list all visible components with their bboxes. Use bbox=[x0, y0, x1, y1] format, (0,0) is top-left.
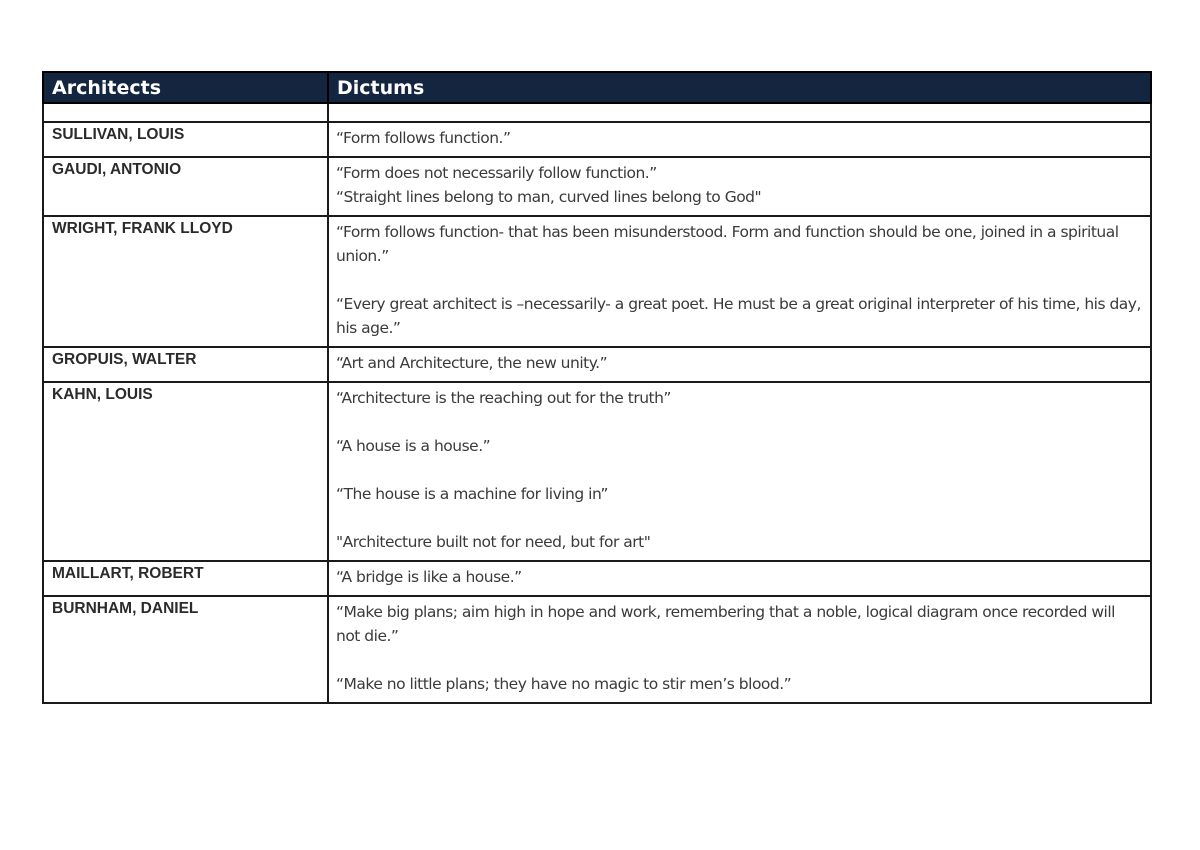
dictum-cell bbox=[328, 382, 1151, 561]
architect-name: KAHN, LOUIS bbox=[43, 382, 328, 561]
dictum-quote: “Every great architect is –necessarily- a great poet. He must be a great original interpreter of his time, his day, his age.” bbox=[336, 295, 1141, 337]
table-row bbox=[43, 122, 1151, 157]
dictum-quote: “Form does not necessarily follow function.” bbox=[336, 164, 657, 182]
table-row bbox=[43, 347, 1151, 382]
architect-name: MAILLART, ROBERT bbox=[43, 561, 328, 596]
dictum-quote: “A bridge is like a house.” bbox=[336, 568, 522, 586]
architect-name: GROPUIS, WALTER bbox=[43, 347, 328, 382]
architect-name: BURNHAM, DANIEL bbox=[43, 596, 328, 703]
spacer-cell bbox=[328, 103, 1151, 122]
architect-name: WRIGHT, FRANK LLOYD bbox=[43, 216, 328, 347]
header-dictums: Dictums bbox=[328, 72, 1151, 103]
architect-name: GAUDI, ANTONIO bbox=[43, 157, 328, 216]
table-row bbox=[43, 382, 1151, 561]
dictum-cell bbox=[328, 216, 1151, 347]
dictum-quote: “A house is a house.” bbox=[336, 437, 491, 455]
dictum-quote: "Architecture built not for need, but for art" bbox=[336, 533, 651, 551]
dictum-quote: “Art and Architecture, the new unity.” bbox=[336, 354, 608, 372]
table-row bbox=[43, 561, 1151, 596]
table-header-row bbox=[43, 72, 1151, 103]
dictum-quote: “Straight lines belong to man, curved lines belong to God" bbox=[336, 188, 762, 206]
dictum-quote: “Make no little plans; they have no magic to stir men’s blood.” bbox=[336, 675, 792, 693]
dictum-cell bbox=[328, 122, 1151, 157]
spacer-row bbox=[43, 103, 1151, 122]
spacer-cell bbox=[43, 103, 328, 122]
dictum-cell bbox=[328, 561, 1151, 596]
dictum-quote: “Make big plans; aim high in hope and work, remembering that a noble, logical diagram once recorded will not die.” bbox=[336, 603, 1115, 645]
architect-dictums-table bbox=[42, 71, 1152, 704]
dictum-quote: “Architecture is the reaching out for the truth” bbox=[336, 389, 671, 407]
dictum-cell bbox=[328, 596, 1151, 703]
dictum-quote: “Form follows function- that has been misunderstood. Form and function should be one, joined in a spiritual union.” bbox=[336, 223, 1119, 265]
table-row bbox=[43, 596, 1151, 703]
table-row bbox=[43, 157, 1151, 216]
table-row bbox=[43, 216, 1151, 347]
architect-name: SULLIVAN, LOUIS bbox=[43, 122, 328, 157]
dictum-quote: “The house is a machine for living in” bbox=[336, 485, 608, 503]
dictum-cell bbox=[328, 157, 1151, 216]
header-architects: Architects bbox=[43, 72, 328, 103]
dictum-cell bbox=[328, 347, 1151, 382]
dictum-quote: “Form follows function.” bbox=[336, 129, 511, 147]
